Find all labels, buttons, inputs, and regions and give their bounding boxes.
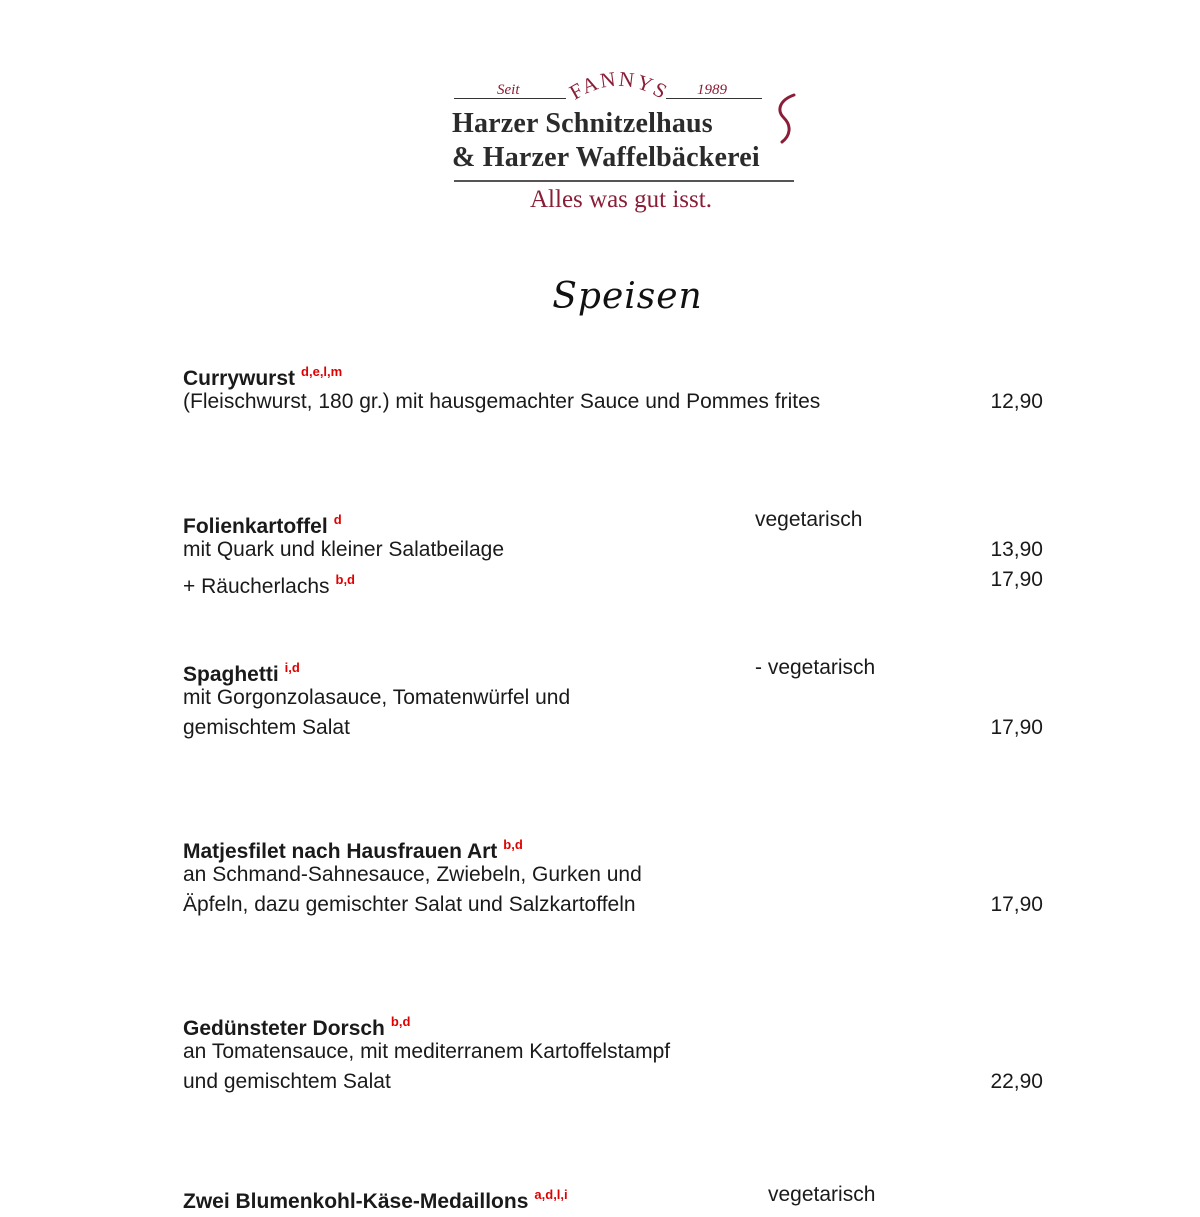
- logo-rule-left: [454, 98, 566, 99]
- allergen-codes: b,d: [390, 1014, 411, 1029]
- dish-price: 17,90: [990, 716, 1043, 739]
- dish-name: Matjesfilet nach Hausfrauen Art: [183, 840, 498, 863]
- allergen-codes: d,e,l,m: [301, 364, 343, 379]
- dish-extra-price: 17,90: [990, 568, 1043, 591]
- menu-item-desc-row: [183, 535, 1053, 565]
- menu-item-desc-row: [183, 683, 1053, 713]
- allergen-codes: d: [333, 512, 342, 527]
- vegetarian-tag: vegetarisch: [755, 508, 863, 531]
- menu-item-title-row: [183, 357, 1053, 390]
- restaurant-logo: [440, 62, 810, 222]
- allergen-codes: b,d: [503, 837, 523, 852]
- menu-item-title-row: [183, 1180, 1053, 1213]
- menu-item-desc-row: [183, 860, 1053, 890]
- dish-description: an Schmand-Sahnesauce, Zwiebeln, Gurken und: [183, 863, 642, 886]
- dish-name: Gedünsteter Dorsch: [183, 1017, 385, 1040]
- dish-description: (Fleischwurst, 180 gr.) mit hausgemachter Sauce und Pommes frites: [183, 390, 821, 413]
- logo-line-1: Harzer Schnitzelhaus: [452, 108, 713, 139]
- logo-swash-mark: [772, 92, 800, 146]
- dish-price: 22,90: [990, 1070, 1043, 1093]
- dish-description: an Tomatensauce, mit mediterranem Kartoffelstampf: [183, 1040, 671, 1063]
- menu-item-desc-row: [183, 1037, 1053, 1067]
- dish-name: Spaghetti: [183, 663, 279, 686]
- menu-item-desc-row: [183, 713, 1053, 743]
- dish-name: Folienkartoffel: [183, 515, 328, 538]
- dish-description: mit Quark und kleiner Salatbeilage: [183, 538, 505, 561]
- menu-item-matjesfilet: [183, 830, 1053, 920]
- dish-name: Currywurst: [183, 367, 296, 390]
- logo-brand-arc: [564, 68, 674, 108]
- page-title: Speisen: [552, 276, 703, 317]
- logo-seit: Seit: [497, 82, 520, 98]
- menu-item-desc-row: [183, 890, 1053, 920]
- dish-description: Äpfeln, dazu gemischter Salat und Salzkartoffeln: [183, 893, 636, 916]
- vegetarian-tag: - vegetarisch: [755, 656, 876, 679]
- dish-description: und gemischtem Salat: [183, 1070, 391, 1093]
- menu-item-spaghetti: [183, 653, 1053, 743]
- dish-name: Zwei Blumenkohl-Käse-Medaillons: [183, 1190, 529, 1213]
- allergen-codes: b,d: [335, 572, 355, 587]
- logo-rule-bottom: [454, 180, 794, 182]
- menu-item-folienkartoffel: [183, 505, 1053, 598]
- vegetarian-tag: vegetarisch: [768, 1183, 876, 1206]
- logo-brand: FANNYS: [565, 68, 673, 105]
- dish-price: 17,90: [990, 893, 1043, 916]
- menu-item-currywurst: [183, 357, 1053, 417]
- logo-slogan: Alles was gut isst.: [530, 186, 712, 213]
- menu-item-dorsch: [183, 1007, 1053, 1097]
- menu-item-title-row: [183, 1007, 1053, 1040]
- menu-item-desc-row: [183, 387, 1053, 417]
- menu-item-title-row: [183, 505, 1053, 538]
- dish-description: mit Gorgonzolasauce, Tomatenwürfel und: [183, 686, 571, 709]
- menu-item-title-row: [183, 653, 1053, 686]
- allergen-codes: a,d,l,i: [534, 1187, 568, 1202]
- dish-extra: + Räucherlachs: [183, 575, 330, 598]
- svg-text:FANNYS: [565, 68, 672, 104]
- logo-year: 1989: [697, 82, 727, 98]
- dish-description: gemischtem Salat: [183, 716, 350, 739]
- menu-item-blumenkohl: [183, 1180, 1053, 1213]
- menu-item-extra-row: [183, 565, 1053, 598]
- menu-item-title-row: [183, 830, 1053, 863]
- menu-item-desc-row: [183, 1067, 1053, 1097]
- logo-line-2: & Harzer Waffelbäckerei: [452, 142, 760, 173]
- allergen-codes: i,d: [284, 660, 300, 675]
- dish-price: 12,90: [990, 390, 1043, 413]
- dish-price: 13,90: [990, 538, 1043, 561]
